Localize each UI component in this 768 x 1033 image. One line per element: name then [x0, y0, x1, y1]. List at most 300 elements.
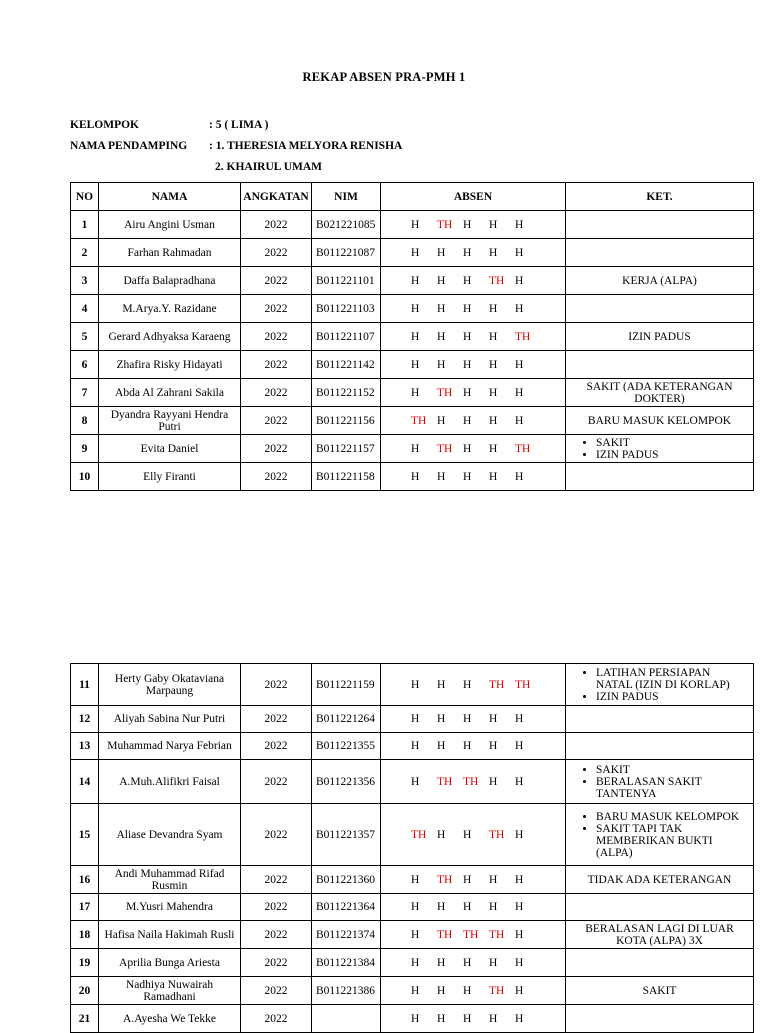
absen-mark: H	[437, 330, 446, 343]
absen-marks	[381, 713, 565, 725]
row-angkatan: 2022	[241, 351, 312, 379]
absen-marks	[381, 679, 565, 691]
row-nim: B011221364	[312, 894, 381, 921]
absen-mark: H	[515, 873, 524, 886]
pendamping-label: NAMA PENDAMPING	[70, 140, 188, 152]
absen-mark: TH	[489, 678, 505, 691]
absen-mark: H	[463, 274, 472, 287]
row-angkatan: 2022	[241, 866, 312, 894]
table-row	[71, 463, 754, 491]
row-angkatan: 2022	[241, 949, 312, 977]
absen-marks	[381, 247, 565, 259]
absen-mark: H	[437, 956, 446, 969]
absen-mark: H	[515, 775, 524, 788]
absen-marks	[381, 275, 565, 287]
row-ket	[566, 295, 754, 323]
absen-mark: H	[515, 302, 524, 315]
absen-mark: H	[463, 218, 472, 231]
absen-mark: H	[515, 414, 524, 427]
ket-list	[572, 764, 747, 800]
row-no: 14	[71, 760, 99, 804]
row-ket	[566, 379, 754, 407]
row-angkatan: 2022	[241, 463, 312, 491]
row-nim: B021221085	[312, 211, 381, 239]
row-absen	[381, 267, 566, 295]
row-angkatan: 2022	[241, 407, 312, 435]
table-row	[71, 407, 754, 435]
table-row	[71, 921, 754, 949]
absen-mark: H	[437, 678, 446, 691]
absen-mark: H	[411, 274, 420, 287]
row-absen	[381, 733, 566, 760]
row-angkatan: 2022	[241, 211, 312, 239]
header-nama: NAMA	[99, 183, 241, 211]
row-nim: B011221357	[312, 804, 381, 866]
row-absen	[381, 706, 566, 733]
absen-mark: H	[463, 302, 472, 315]
absen-mark: TH	[437, 775, 453, 788]
absen-mark: TH	[437, 928, 453, 941]
absen-mark: H	[463, 414, 472, 427]
absen-mark: H	[437, 470, 446, 483]
absen-marks	[381, 740, 565, 752]
absen-mark: H	[463, 470, 472, 483]
absen-mark: TH	[515, 330, 531, 343]
row-nama: Evita Daniel	[99, 435, 241, 463]
row-angkatan: 2022	[241, 760, 312, 804]
absen-mark: H	[411, 984, 420, 997]
table-row	[71, 949, 754, 977]
row-nim: B011221157	[312, 435, 381, 463]
absen-mark: H	[515, 901, 524, 913]
absen-mark: H	[463, 1012, 472, 1025]
ket-list	[572, 437, 747, 461]
absen-mark: TH	[489, 828, 505, 841]
absen-mark: H	[411, 218, 420, 231]
row-ket	[566, 435, 754, 463]
absen-marks	[381, 1013, 565, 1025]
absen-mark: H	[489, 775, 498, 788]
row-no: 17	[71, 894, 99, 921]
absen-mark: H	[437, 901, 446, 913]
table-row	[71, 894, 754, 921]
row-nim: B011221103	[312, 295, 381, 323]
absen-mark: H	[411, 470, 420, 483]
absen-mark: H	[463, 740, 472, 752]
attendance-table-page-2	[70, 663, 754, 1033]
absen-mark: H	[489, 414, 498, 427]
row-nim: B011221264	[312, 706, 381, 733]
row-nama: Andi Muhammad Rifad Rusmin	[99, 866, 241, 894]
absen-mark: TH	[411, 414, 427, 427]
absen-mark: H	[515, 1012, 524, 1025]
row-nim: B011221152	[312, 379, 381, 407]
attendance-table-page-1	[70, 182, 754, 491]
row-no: 10	[71, 463, 99, 491]
row-nim: B011221159	[312, 664, 381, 706]
absen-mark: H	[411, 442, 420, 455]
document-title: REKAP ABSEN PRA-PMH 1	[302, 70, 466, 84]
row-no: 16	[71, 866, 99, 894]
table-row	[71, 239, 754, 267]
row-nim: B011221355	[312, 733, 381, 760]
absen-mark: H	[463, 442, 472, 455]
row-absen	[381, 1005, 566, 1033]
row-nama: Zhafira Risky Hidayati	[99, 351, 241, 379]
row-absen	[381, 295, 566, 323]
row-nama: Dyandra Rayyani Hendra Putri	[99, 407, 241, 435]
row-angkatan: 2022	[241, 295, 312, 323]
absen-mark: H	[463, 901, 472, 913]
table-row	[71, 295, 754, 323]
ket-text: BERALASAN LAGI DI LUAR KOTA (ALPA) 3X	[585, 922, 734, 947]
header-nim: NIM	[312, 183, 381, 211]
absen-marks	[381, 331, 565, 343]
absen-mark: H	[437, 984, 446, 997]
table-row	[71, 323, 754, 351]
table-row	[71, 760, 754, 804]
absen-mark: H	[411, 1012, 420, 1025]
absen-mark: H	[489, 713, 498, 725]
absen-mark: H	[463, 386, 472, 399]
row-nim: B011221360	[312, 866, 381, 894]
absen-mark: TH	[489, 984, 505, 997]
absen-marks	[381, 929, 565, 941]
row-angkatan: 2022	[241, 894, 312, 921]
row-absen	[381, 435, 566, 463]
absen-mark: H	[489, 330, 498, 343]
absen-marks	[381, 985, 565, 997]
absen-mark: H	[437, 828, 446, 841]
row-nama: M.Arya.Y. Razidane	[99, 295, 241, 323]
row-ket	[566, 706, 754, 733]
row-no: 7	[71, 379, 99, 407]
row-no: 21	[71, 1005, 99, 1033]
row-nim: B011221356	[312, 760, 381, 804]
row-nama: Hafisa Naila Hakimah Rusli	[99, 921, 241, 949]
absen-mark: H	[411, 358, 420, 371]
row-nama: Abda Al Zahrani Sakila	[99, 379, 241, 407]
absen-mark: H	[437, 358, 446, 371]
absen-marks	[381, 303, 565, 315]
row-angkatan: 2022	[241, 379, 312, 407]
row-nama: Daffa Balapradhana	[99, 267, 241, 295]
row-absen	[381, 239, 566, 267]
table-row	[71, 379, 754, 407]
row-nama: Aprilia Bunga Ariesta	[99, 949, 241, 977]
row-nama: Airu Angini Usman	[99, 211, 241, 239]
absen-mark: TH	[411, 828, 427, 841]
absen-mark: H	[411, 678, 420, 691]
absen-mark: H	[489, 956, 498, 969]
absen-mark: H	[489, 218, 498, 231]
row-angkatan: 2022	[241, 733, 312, 760]
ket-text: BARU MASUK KELOMPOK	[587, 414, 732, 427]
pendamping-value-1: : 1. THERESIA MELYORA RENISHA	[209, 140, 403, 152]
kelompok-value: : 5 ( LIMA )	[209, 119, 269, 131]
table-row	[71, 866, 754, 894]
row-no: 5	[71, 323, 99, 351]
row-no: 9	[71, 435, 99, 463]
row-absen	[381, 407, 566, 435]
absen-marks	[381, 387, 565, 399]
absen-mark: H	[489, 901, 498, 913]
absen-mark: H	[463, 678, 472, 691]
table-row	[71, 706, 754, 733]
row-no: 18	[71, 921, 99, 949]
row-ket	[566, 463, 754, 491]
absen-mark: H	[489, 246, 498, 259]
row-nama: Aliase Devandra Syam	[99, 804, 241, 866]
row-absen	[381, 351, 566, 379]
row-nama: Aliyah Sabina Nur Putri	[99, 706, 241, 733]
row-angkatan: 2022	[241, 804, 312, 866]
ket-text: IZIN PADUS	[628, 330, 691, 343]
absen-mark: H	[489, 1012, 498, 1025]
absen-mark: H	[463, 713, 472, 725]
absen-mark: H	[437, 274, 446, 287]
table-header-row	[71, 183, 754, 211]
row-absen	[381, 804, 566, 866]
absen-mark: H	[437, 1012, 446, 1025]
row-nim: B011221158	[312, 463, 381, 491]
table-row	[71, 804, 754, 866]
row-nama: Nadhiya Nuwairah Ramadhani	[99, 977, 241, 1005]
row-angkatan: 2022	[241, 239, 312, 267]
row-nim: B011221384	[312, 949, 381, 977]
row-absen	[381, 664, 566, 706]
row-ket	[566, 323, 754, 351]
absen-mark: H	[515, 386, 524, 399]
row-nim: B011221101	[312, 267, 381, 295]
absen-mark: H	[411, 386, 420, 399]
absen-mark: H	[515, 358, 524, 371]
row-absen	[381, 866, 566, 894]
pendamping-value-2: 2. KHAIRUL UMAM	[215, 161, 323, 173]
absen-mark: H	[411, 901, 420, 913]
absen-mark: H	[463, 873, 472, 886]
row-angkatan: 2022	[241, 267, 312, 295]
row-absen	[381, 463, 566, 491]
absen-mark: H	[463, 358, 472, 371]
row-ket	[566, 804, 754, 866]
absen-marks	[381, 829, 565, 841]
absen-mark: H	[489, 302, 498, 315]
absen-marks	[381, 359, 565, 371]
row-nim: B011221374	[312, 921, 381, 949]
row-absen	[381, 323, 566, 351]
ket-list	[572, 811, 747, 859]
ket-list-item: • LATIHAN PERSIAPAN NATAL (IZIN DI KORLAP)	[596, 667, 747, 691]
row-nim: B011221087	[312, 239, 381, 267]
absen-mark: H	[411, 873, 420, 886]
absen-mark: H	[411, 330, 420, 343]
absen-mark: H	[489, 386, 498, 399]
absen-mark: TH	[437, 386, 453, 399]
row-angkatan: 2022	[241, 706, 312, 733]
absen-mark: TH	[463, 928, 479, 941]
absen-marks	[381, 776, 565, 788]
absen-mark: H	[515, 956, 524, 969]
absen-mark: H	[437, 302, 446, 315]
row-ket	[566, 894, 754, 921]
absen-mark: H	[411, 713, 420, 725]
row-angkatan: 2022	[241, 435, 312, 463]
table-row	[71, 211, 754, 239]
absen-mark: H	[411, 740, 420, 752]
row-absen	[381, 894, 566, 921]
header-absen: ABSEN	[381, 183, 566, 211]
row-ket	[566, 267, 754, 295]
row-nama: Herty Gaby Okataviana Marpaung	[99, 664, 241, 706]
ket-list	[572, 667, 747, 703]
row-nama: Gerard Adhyaksa Karaeng	[99, 323, 241, 351]
row-ket	[566, 1005, 754, 1033]
absen-mark: H	[411, 928, 420, 941]
absen-mark: H	[437, 740, 446, 752]
row-angkatan: 2022	[241, 921, 312, 949]
absen-mark: H	[489, 740, 498, 752]
row-nim: B011221107	[312, 323, 381, 351]
row-absen	[381, 760, 566, 804]
ket-list-item: • SAKIT TAPI TAK MEMBERIKAN BUKTI (ALPA)	[596, 823, 747, 859]
ket-text: SAKIT (ADA KETERANGAN DOKTER)	[586, 380, 733, 405]
absen-mark: TH	[515, 442, 531, 455]
table-row	[71, 1005, 754, 1033]
absen-mark: H	[515, 740, 524, 752]
row-nim: B011221156	[312, 407, 381, 435]
row-ket	[566, 760, 754, 804]
ket-list-item: • SAKIT	[596, 437, 747, 449]
row-no: 8	[71, 407, 99, 435]
row-no: 15	[71, 804, 99, 866]
ket-text: SAKIT	[642, 984, 677, 997]
absen-mark: H	[489, 442, 498, 455]
absen-mark: H	[437, 713, 446, 725]
absen-mark: H	[437, 246, 446, 259]
absen-mark: TH	[463, 775, 479, 788]
row-angkatan: 2022	[241, 1005, 312, 1033]
absen-mark: H	[515, 928, 524, 941]
absen-mark: H	[515, 470, 524, 483]
absen-mark: H	[515, 246, 524, 259]
row-no: 13	[71, 733, 99, 760]
absen-mark: H	[463, 828, 472, 841]
absen-mark: TH	[437, 218, 453, 231]
absen-mark: TH	[437, 873, 453, 886]
absen-mark: H	[411, 956, 420, 969]
absen-mark: H	[411, 302, 420, 315]
row-absen	[381, 977, 566, 1005]
row-nim: B011221142	[312, 351, 381, 379]
absen-mark: H	[463, 330, 472, 343]
row-ket	[566, 733, 754, 760]
row-no: 1	[71, 211, 99, 239]
absen-marks	[381, 471, 565, 483]
table-row	[71, 435, 754, 463]
absen-mark: H	[515, 984, 524, 997]
row-nama: A.Ayesha We Tekke	[99, 1005, 241, 1033]
absen-marks	[381, 415, 565, 427]
row-nama: M.Yusri Mahendra	[99, 894, 241, 921]
absen-mark: H	[411, 775, 420, 788]
ket-list-item: • IZIN PADUS	[596, 449, 747, 461]
row-ket	[566, 239, 754, 267]
table-row	[71, 733, 754, 760]
absen-mark: H	[489, 873, 498, 886]
row-no: 12	[71, 706, 99, 733]
row-nama: Farhan Rahmadan	[99, 239, 241, 267]
absen-marks	[381, 874, 565, 886]
row-absen	[381, 921, 566, 949]
absen-mark: H	[463, 246, 472, 259]
row-ket	[566, 977, 754, 1005]
absen-mark: TH	[489, 274, 505, 287]
row-no: 20	[71, 977, 99, 1005]
absen-mark: H	[437, 414, 446, 427]
row-nama: Elly Firanti	[99, 463, 241, 491]
table-row	[71, 664, 754, 706]
header-ket: KET.	[566, 183, 754, 211]
row-no: 4	[71, 295, 99, 323]
row-ket	[566, 664, 754, 706]
table-row	[71, 351, 754, 379]
ket-list-item: • BERALASAN SAKIT TANTENYA	[596, 776, 747, 800]
table-row	[71, 977, 754, 1005]
row-nama: Muhammad Narya Febrian	[99, 733, 241, 760]
absen-mark: H	[463, 984, 472, 997]
row-angkatan: 2022	[241, 977, 312, 1005]
ket-text: TIDAK ADA KETERANGAN	[587, 873, 732, 886]
ket-list-item: • IZIN PADUS	[596, 691, 747, 703]
absen-mark: H	[515, 218, 524, 231]
row-nama: A.Muh.Alifikri Faisal	[99, 760, 241, 804]
row-absen	[381, 949, 566, 977]
ket-list-item: • BARU MASUK KELOMPOK	[596, 811, 747, 823]
row-angkatan: 2022	[241, 323, 312, 351]
row-ket	[566, 949, 754, 977]
absen-mark: H	[411, 246, 420, 259]
row-absen	[381, 379, 566, 407]
absen-mark: H	[515, 828, 524, 841]
absen-marks	[381, 443, 565, 455]
absen-mark: TH	[515, 678, 531, 691]
absen-marks	[381, 901, 565, 913]
header-no: NO	[71, 183, 99, 211]
row-nim	[312, 1005, 381, 1033]
absen-mark: TH	[437, 442, 453, 455]
absen-mark: H	[515, 713, 524, 725]
row-ket	[566, 866, 754, 894]
absen-mark: H	[489, 470, 498, 483]
header-angkatan: ANGKATAN	[241, 183, 312, 211]
ket-text: KERJA (ALPA)	[622, 274, 697, 287]
row-ket	[566, 921, 754, 949]
row-nim: B011221386	[312, 977, 381, 1005]
row-angkatan: 2022	[241, 664, 312, 706]
row-ket	[566, 407, 754, 435]
row-absen	[381, 211, 566, 239]
absen-mark: H	[515, 274, 524, 287]
row-ket	[566, 351, 754, 379]
absen-mark: TH	[489, 928, 505, 941]
absen-marks	[381, 957, 565, 969]
table-row	[71, 267, 754, 295]
row-no: 3	[71, 267, 99, 295]
row-ket	[566, 211, 754, 239]
absen-mark: H	[489, 358, 498, 371]
kelompok-label: KELOMPOK	[70, 119, 139, 131]
